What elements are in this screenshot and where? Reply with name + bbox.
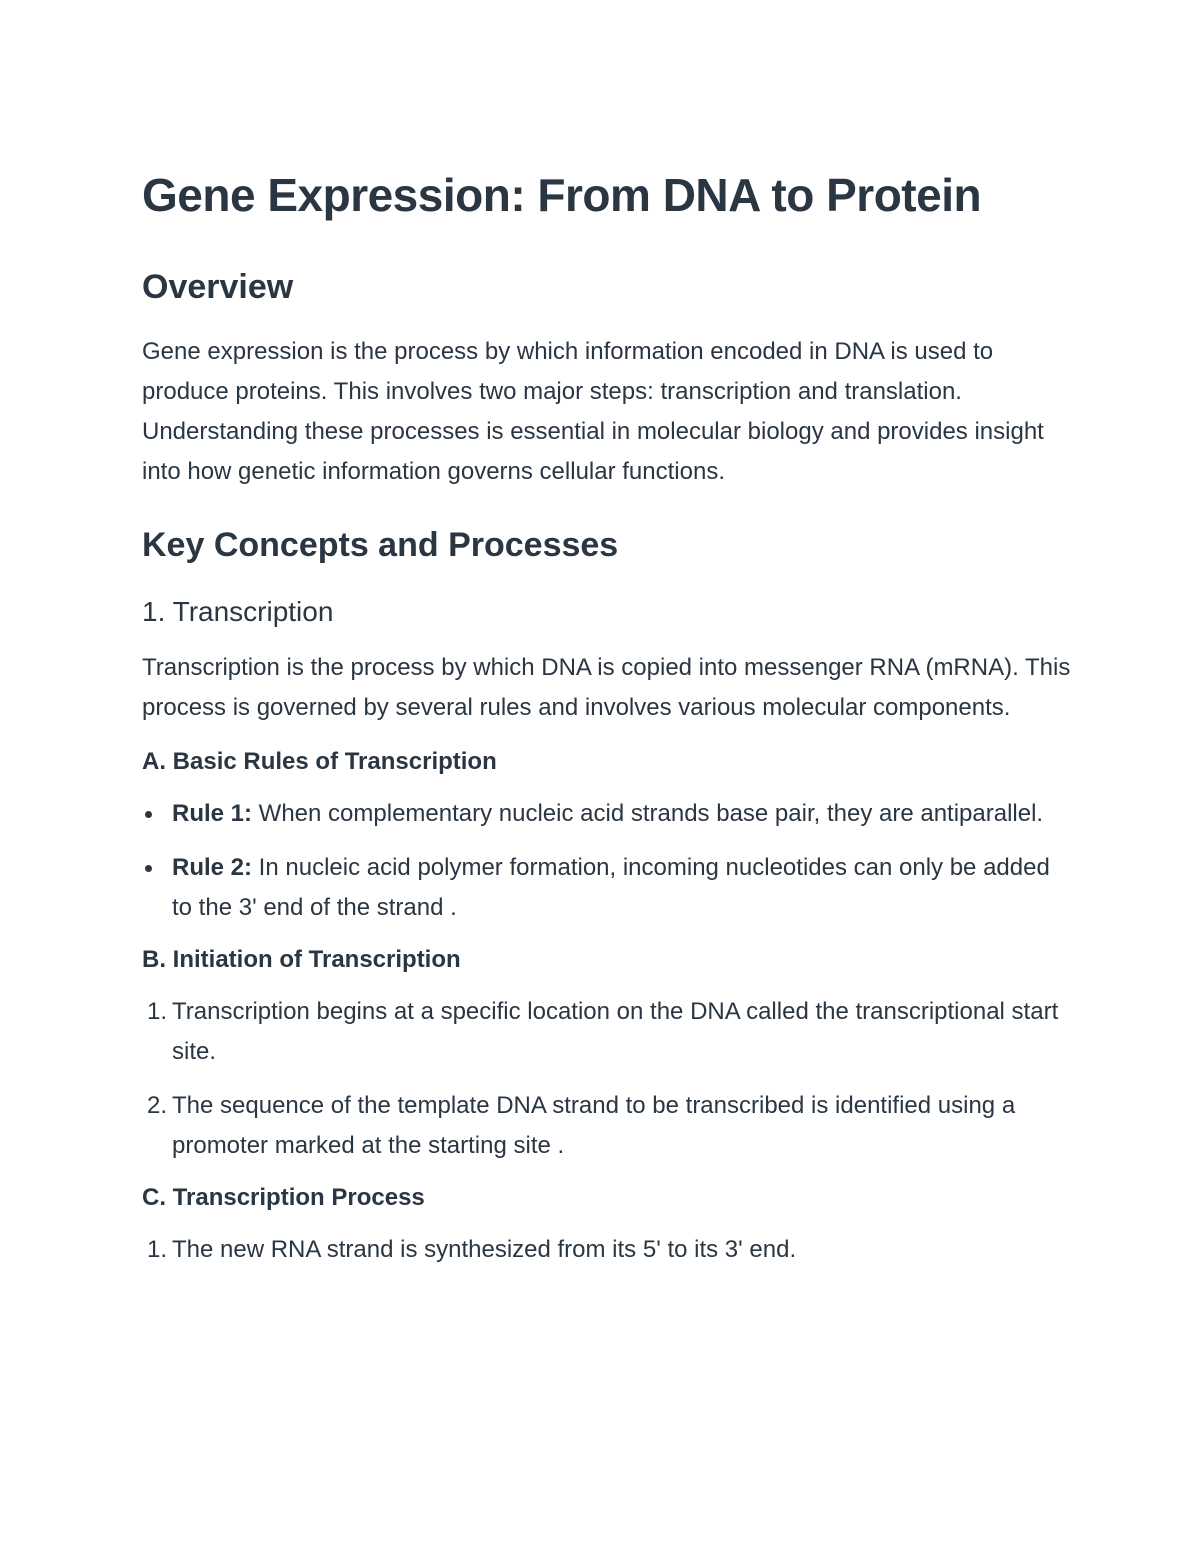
document-content bbox=[142, 168, 1072, 1270]
rule-text: In nucleic acid polymer formation, incoming nucleotides can only be added to the 3' end of the strand . bbox=[172, 854, 1050, 921]
basic-rules-list bbox=[142, 794, 1072, 928]
process-list bbox=[142, 1230, 1072, 1270]
process-heading: C. Transcription Process bbox=[142, 1184, 425, 1211]
list-item-text: The new RNA strand is synthesized from its 5' to its 3' end. bbox=[172, 1236, 797, 1263]
document-title: Gene Expression: From DNA to Protein bbox=[142, 169, 982, 221]
rule-label: Rule 2: bbox=[172, 854, 253, 881]
transcription-heading: 1. Transcription bbox=[142, 596, 334, 627]
key-concepts-heading: Key Concepts and Processes bbox=[142, 526, 619, 564]
rule-label: Rule 1: bbox=[172, 800, 253, 827]
list-item bbox=[142, 1086, 1072, 1166]
list-number: 1. bbox=[147, 998, 168, 1025]
list-item bbox=[142, 992, 1072, 1072]
initiation-list bbox=[142, 992, 1072, 1166]
overview-heading: Overview bbox=[142, 268, 294, 306]
list-item bbox=[142, 1230, 1072, 1270]
basic-rules-heading: A. Basic Rules of Transcription bbox=[142, 748, 497, 775]
transcription-paragraph: Transcription is the process by which DNA is copied into messenger RNA (mRNA). This process is governed by several rules and involves various molecular components. bbox=[142, 654, 1071, 721]
list-item-text: Transcription begins at a specific location on the DNA called the transcriptional start site. bbox=[172, 998, 1059, 1065]
overview-paragraph: Gene expression is the process by which information encoded in DNA is used to produce proteins. This involves two major steps: transcription and translation. Understanding these processes is essential in molecular biology and provides insight into how genetic information governs cellular functions. bbox=[142, 338, 1044, 485]
initiation-heading: B. Initiation of Transcription bbox=[142, 946, 461, 973]
list-number: 1. bbox=[147, 1236, 168, 1263]
list-item-text: The sequence of the template DNA strand to be transcribed is identified using a promoter marked at the starting site . bbox=[172, 1092, 1016, 1159]
list-number: 2. bbox=[147, 1092, 168, 1119]
list-item bbox=[142, 794, 1072, 834]
list-item bbox=[142, 848, 1072, 928]
rule-text: When complementary nucleic acid strands base pair, they are antiparallel. bbox=[252, 800, 1044, 827]
